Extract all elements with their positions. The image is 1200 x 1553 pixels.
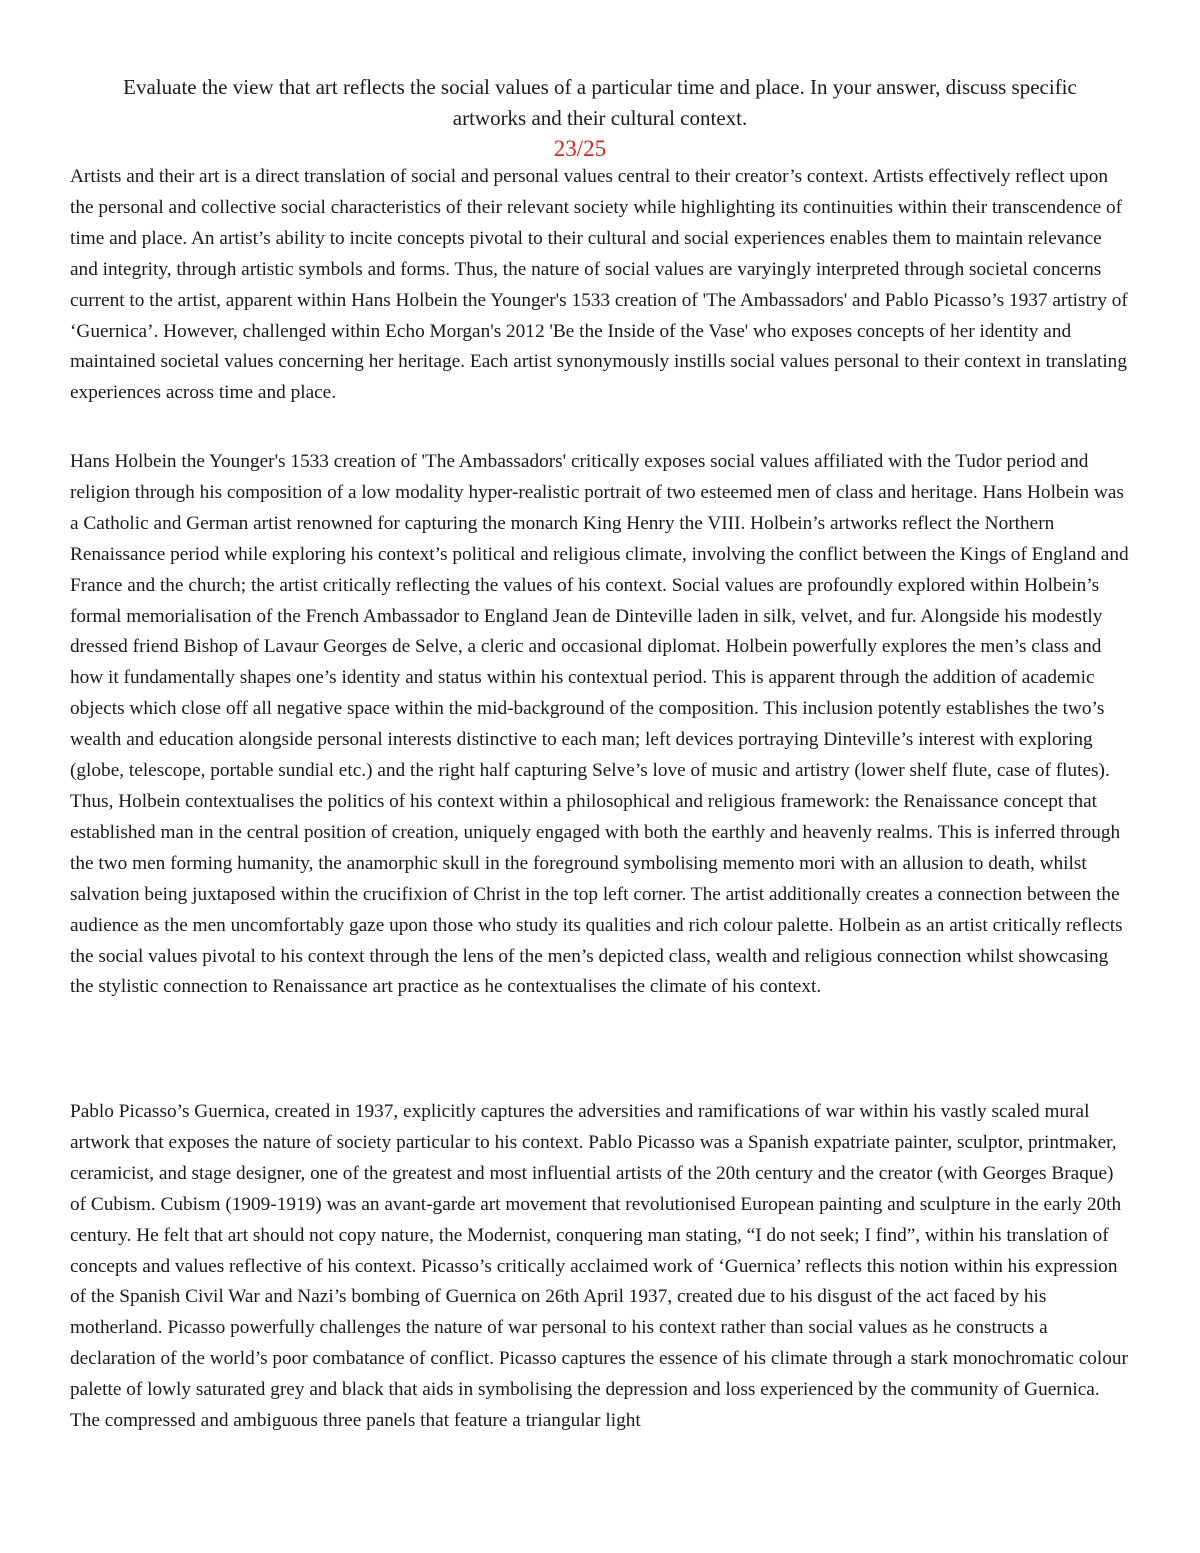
essay-paragraph-picasso: Pablo Picasso’s Guernica, created in 1937, explicitly captures the adversities and ramifications of war within his vastly scaled mural artwork that exposes the nature of society particular to his context. Pablo Picasso was a Spanish expatriate painter, sculptor, printmaker, ceramicist, and stage designer, one of the greatest and most influential artists of the 20th century and the creator (with Georges Braque) of Cubism. Cubism (1909-1919) was an avant-garde art movement that revolutionised European painting and sculpture in the early 20th century. He felt that art should not copy nature, the Modernist, conquering man stating, “I do not seek; I find”, within his translation of concepts and values reflective of his context. Picasso’s critically acclaimed work of ‘Guernica’ reflects this notion within his expression of the Spanish Civil War and Nazi’s bombing of Guernica on 26th April 1937, created due to his disgust of the act faced by his motherland. Picasso powerfully challenges the nature of war personal to his context rather than social values as he constructs a declaration of the world’s poor combatance of conflict. Picasso captures the essence of his climate through a stark monochromatic colour palette of lowly saturated grey and black that aids in symbolising the depression and loss experienced by the community of Guernica. The compressed and ambiguous three panels that feature a triangular light bbox=[70, 1101, 1128, 1432]
essay-score: 23/25 bbox=[553, 136, 607, 161]
essay-question: Evaluate the view that art reflects the social values of a particular time and place. In your answer, discuss specific artworks and their cultural context. bbox=[123, 75, 1077, 130]
essay-paragraph-holbein: Hans Holbein the Younger's 1533 creation of 'The Ambassadors' critically exposes social values affiliated with the Tudor period and religion through his composition of a low modality hyper-realistic portrait of two esteemed men of class and heritage. Hans Holbein was a Catholic and German artist renowned for capturing the monarch King Henry the VIII. Holbein’s artworks reflect the Northern Renaissance period while exploring his context’s political and religious climate, involving the conflict between the Kings of England and France and the church; the artist critically reflecting the values of his context. Social values are profoundly explored within Holbein’s formal memorialisation of the French Ambassador to England Jean de Dinteville laden in silk, velvet, and fur. Alongside his modestly dressed friend Bishop of Lavaur Georges de Selve, a cleric and occasional diplomat. Holbein powerfully explores the men’s class and how it fundamentally shapes one’s identity and status within his contextual period. This is apparent through the addition of academic objects which close off all negative space within the mid-background of the composition. This inclusion potently establishes the two’s wealth and education alongside personal interests distinctive to each man; left devices portraying Dinteville’s interest with exploring (globe, telescope, portable sundial etc.) and the right half capturing Selve’s love of music and artistry (lower shelf flute, case of flutes). Thus, Holbein contextualises the politics of his context within a philosophical and religious framework: the Renaissance concept that established man in the central position of creation, uniquely engaged with both the earthly and heavenly realms. This is inferred through the two men forming humanity, the anamorphic skull in the foreground symbolising memento mori with an allusion to death, whilst salvation being juxtaposed within the crucifixion of Christ in the top left corner. The artist additionally creates a connection between the audience as the men uncomfortably gaze upon those who study its qualities and rich colour palette. Holbein as an artist critically reflects the social values pivotal to his context through the lens of the men’s depicted class, wealth and religious connection whilst showcasing the stylistic connection to Renaissance art practice as he contextualises the climate of his context. bbox=[70, 451, 1129, 998]
essay-paragraph-introduction: Artists and their art is a direct translation of social and personal values central to their creator’s context. Artists effectively reflect upon the personal and collective social characteristics of their relevant society while highlighting its continuities within their transcendence of time and place. An artist’s ability to incite concepts pivotal to their cultural and social experiences enables them to maintain relevance and integrity, through artistic symbols and forms. Thus, the nature of social values are varyingly interpreted through societal concerns current to the artist, apparent within Hans Holbein the Younger's 1533 creation of 'The Ambassadors' and Pablo Picasso’s 1937 artistry of ‘Guernica’. However, challenged within Echo Morgan's 2012 'Be the Inside of the Vase' who exposes concepts of her identity and maintained societal values concerning her heritage. Each artist synonymously instills social values personal to their context in translating experiences across time and place. bbox=[70, 166, 1128, 404]
